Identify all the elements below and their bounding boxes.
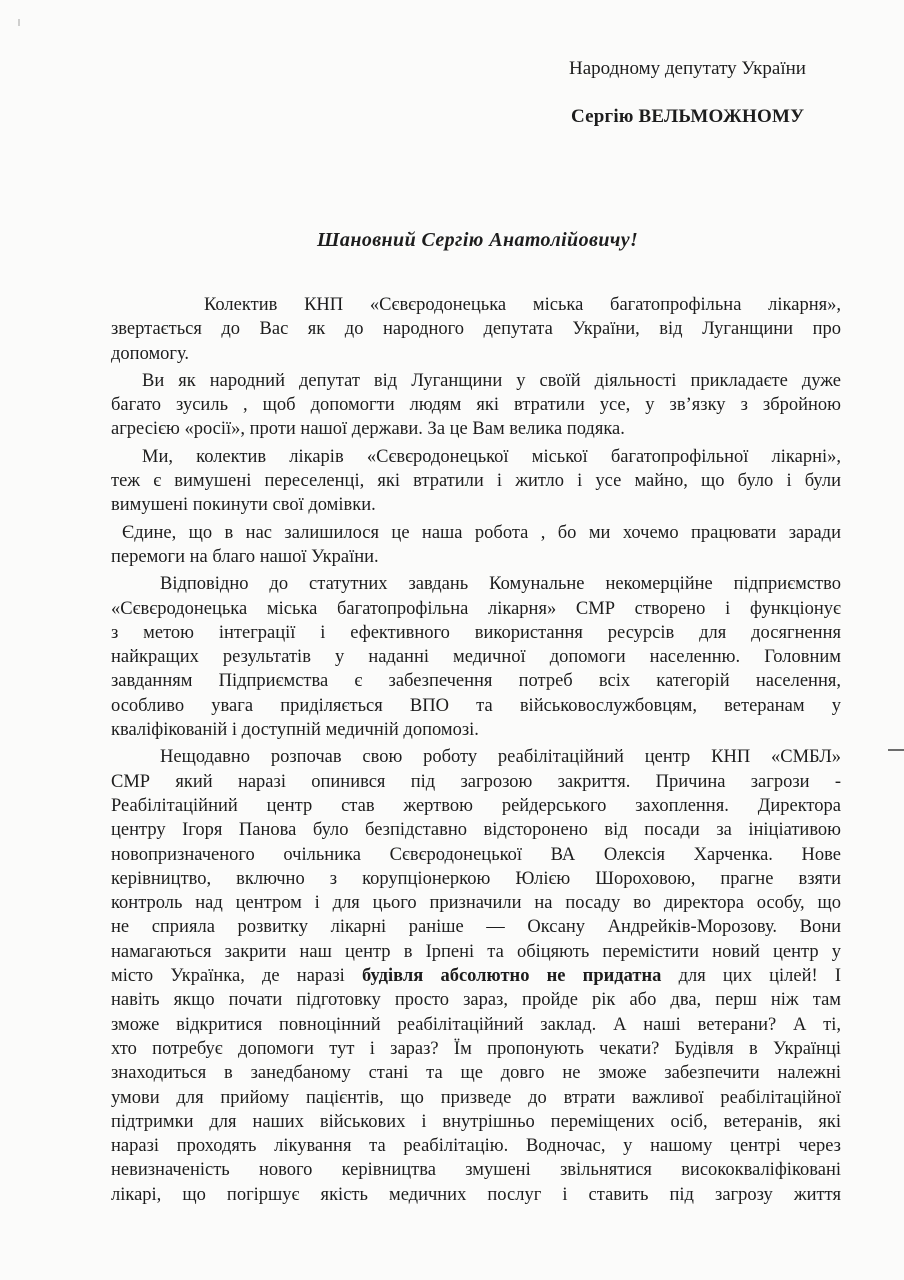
text-line: хто потребує допомоги тут і зараз? Їм пропонують чекати? Будівля в Українці xyxy=(111,1038,841,1059)
text-line: з метою інтеграції і ефективного використання ресурсів для досягнення xyxy=(111,622,841,643)
letter-body xyxy=(111,293,841,1207)
text-line: контроль над центром і для цього призначили на посаду во директора особу, що xyxy=(111,893,841,914)
emphasized-text: будівля абсолютно не придатна xyxy=(362,966,662,987)
text-line: СМР який наразі опинився під загрозою закриття. Причина загрози - xyxy=(111,771,841,792)
text-line: знаходиться в занедбаному стані та ще довго не зможе забезпечити належні xyxy=(111,1063,841,1084)
text-line: Колектив КНП «Сєвєродонецька міська багатопрофільна лікарня», xyxy=(204,295,841,315)
text-line: допомогу. xyxy=(111,343,190,364)
text-line: Реабілітаційний центр став жертвою рейдерського захоплення. Директора xyxy=(111,795,841,816)
text-line: Єдине, що в нас залишилося це наша робота , бо ми хочемо працювати заради xyxy=(122,522,841,543)
text-line: агресією «росії», проти нашої держави. За це Вам велика подяка. xyxy=(111,419,625,440)
paragraph-rehab-center xyxy=(111,745,841,1207)
text-line: Відповідно до статутних завдань Комунальне некомерційне підприємство xyxy=(160,574,841,595)
text-line: навіть якщо почати підготовку просто зараз, пройде рік або два, перш ніж там xyxy=(111,990,841,1011)
text-fragment: місто Українка, де наразі xyxy=(111,966,345,987)
text-line: керівництво, включно з корупціонеркою Юлією Шороховою, прагне взяти xyxy=(111,868,841,889)
text-line: звертається до Вас як до народного депутата України, від Луганщини про xyxy=(111,319,841,340)
text-line: зможе відкритися повноцінний реабілітаційний заклад. А наші ветерани? А ті, xyxy=(111,1014,841,1035)
paragraph-gratitude xyxy=(111,369,841,442)
text-line: теж є вимушені переселенці, які втратили і житло і усе майно, що було і були xyxy=(111,471,841,492)
text-line-with-emphasis xyxy=(111,964,841,988)
text-line: новопризначеного очільника Сєвєродонецької ВА Олексія Харченка. Нове xyxy=(111,844,841,865)
paragraph-work xyxy=(111,521,841,570)
text-line: Ми, колектив лікарів «Сєвєродонецької міської багатопрофільної лікарні», xyxy=(142,446,841,467)
text-line: лікарі, що погіршує якість медичних послуг і ставить під загрозу життя xyxy=(111,1184,841,1205)
text-line: «Сєвєродонецька міська багатопрофільна лікарня» СМР створено і функціонує xyxy=(111,598,841,619)
text-line: умови для прийому пацієнтів, що призведе до втрати важливої реабілітаційної xyxy=(111,1087,841,1108)
addressee-role: Народному депутату України xyxy=(569,58,806,79)
letter-greeting: Шановний Сергію Анатолійовичу! xyxy=(317,229,639,251)
text-line: найкращих результатів у наданні медичної допомоги населенню. Головним xyxy=(111,647,841,668)
text-line: центру Ігоря Панова було безпідставно відсторонено від посади за ініціативою xyxy=(111,820,841,841)
text-line: Нещодавно розпочав свою роботу реабілітаційний центр КНП «СМБЛ» xyxy=(160,747,841,768)
text-line: підтримки для наших військових і внутрішньо переміщених осіб, ветеранів, які xyxy=(111,1111,841,1132)
paragraph-appeal xyxy=(111,293,841,366)
text-line: багато зусиль , щоб допомогти людям які втратили усе, у зв’язку з збройною xyxy=(111,395,841,416)
text-line: вимушені покинути свої домівки. xyxy=(111,495,376,516)
text-line: невизначеність нового керівництва змушені звільнятися висококваліфіковані xyxy=(111,1160,841,1181)
text-fragment: для цих цілей! І xyxy=(678,966,841,987)
text-line: завданням Підприємства є забезпечення потреб всіх категорій населення, xyxy=(111,671,841,692)
text-line: кваліфікованій і доступній медичній допомозі. xyxy=(111,720,479,741)
text-line: перемоги на благо нашої України. xyxy=(111,546,379,567)
scan-margin-mark xyxy=(888,749,904,751)
text-line: Ви як народний депутат від Луганщини у своїй діяльності прикладаєте дуже xyxy=(142,370,841,391)
paragraph-statute xyxy=(111,572,841,742)
text-line: не сприяла розвитку лікарні раніше — Оксану Андрейків-Морозову. Вони xyxy=(111,917,841,938)
scan-speck xyxy=(18,19,20,26)
addressee-name: Сергію ВЕЛЬМОЖНОМУ xyxy=(571,106,805,127)
paragraph-displaced xyxy=(111,445,841,518)
text-line: намагаються закрити наш центр в Ірпені та обіцяють перемістити новий центр у xyxy=(111,941,841,962)
text-line: наразі проходять лікування та реабілітацію. Водночас, у нашому центрі через xyxy=(111,1136,841,1157)
text-line: особливо увага приділяється ВПО та військовослужбовцям, ветеранам у xyxy=(111,695,841,716)
